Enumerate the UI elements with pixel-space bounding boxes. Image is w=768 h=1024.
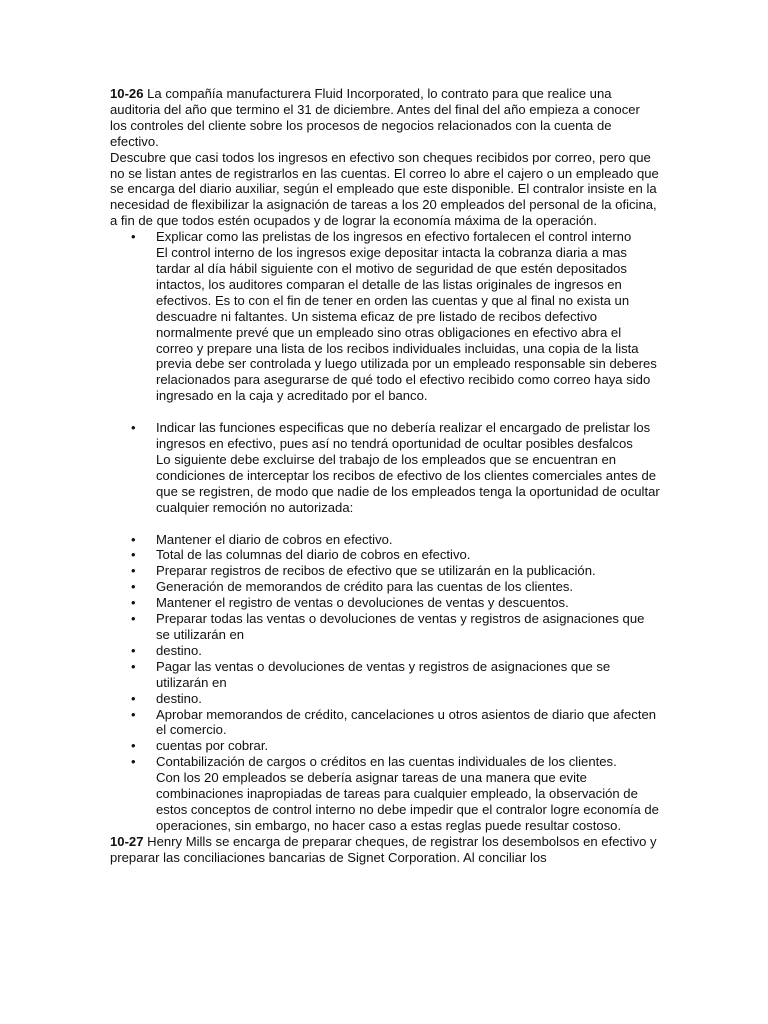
answer-1-text: El control interno de los ingresos exige depositar intacta la cobranza diaria a mas tardar al día hábil siguiente con el motivo de seguridad de que estén depositados intactos, los auditores comparan el detalle de las listas originales de ingresos en efectivos. Es to con el fin de tener en orden las cuentas y que al final no exista un descuadre ni faltantes. Un sistema eficaz de pre listado de recibos defectivo normalmente prevé que un empleado sino otras obligaciones en efectivo abra el correo y prepare una lista de los recibos individuales incluidas, una copia de la lista previa debe ser controlada y luego utilizada por un empleado responsable sin deberes relacionados para asegurarse de qué todo el efectivo recibido como correo haya sido ingresado en la caja y acreditado por el banco. <box>156 245 657 404</box>
list-item-text: • Contabilización de cargos o créditos en las cuentas individuales de los clientes. <box>156 754 617 770</box>
list-item-last <box>110 754 660 834</box>
q2-number: 10-27 <box>110 833 144 849</box>
closing-text: Con los 20 empleados se debería asignar tareas de una manera que evite combinaciones inapropiadas de tareas para cualquier empleado, la observación de estos conceptos de control interno no debe impedir que el contralor logre economía de operaciones, sin embargo, no hacer caso a estas reglas puede resultar costoso. <box>156 770 659 833</box>
question-bullet-2 <box>110 420 660 515</box>
question-1-text: • Explicar como las prelistas de los ingresos en efectivo fortalecen el control interno <box>156 229 632 245</box>
list-item: • Preparar todas las ventas o devoluciones de ventas y registros de asignaciones que se utilizarán en <box>110 611 660 643</box>
list-item: • Generación de memorandos de crédito para las cuentas de los clientes. <box>110 579 660 595</box>
q2-intro-text: Henry Mills se encarga de preparar cheques, de registrar los desembolsos en efectivo y preparar las conciliaciones bancarias de Signet Corporation. Al conciliar los <box>110 833 657 865</box>
excluded-functions-list <box>110 532 660 834</box>
spacer <box>110 516 660 532</box>
spacer <box>110 404 660 420</box>
q2-intro <box>110 834 660 866</box>
q1-intro <box>110 86 660 150</box>
answer-2-text: Lo siguiente debe excluirse del trabajo de los empleados que se encuentran en condiciones de interceptar los recibos de efectivo de los clientes comerciales antes de que se registren, de modo que nadie de los empleados tenga la oportunidad de ocultar cualquier remoción no autorizada: <box>156 451 660 515</box>
question-2-text: • Indicar las funciones especificas que no debería realizar el encargado de prelistar los ingresos en efectivo, pues así no tendrá oportunidad de ocultar posibles desfalcos <box>156 420 651 452</box>
list-item: • Pagar las ventas o devoluciones de ventas y registros de asignaciones que se utilizarán en <box>110 659 660 691</box>
q1-number: 10-26 <box>110 86 144 101</box>
list-item: • Preparar registros de recibos de efectivo que se utilizarán en la publicación. <box>110 563 660 579</box>
list-item: • Mantener el diario de cobros en efectivo. <box>110 532 660 548</box>
list-item: • cuentas por cobrar. <box>110 738 660 754</box>
list-item: • Aprobar memorandos de crédito, cancelaciones u otros asientos de diario que afecten el comercio. <box>110 707 660 739</box>
q1-context: Descubre que casi todos los ingresos en efectivo son cheques recibidos por correo, pero que no se listan antes de registrarlos en las cuentas. El correo lo abre el cajero o un empleado que se encarga del diario auxiliar, según el empleado que este disponible. El contralor insiste en la necesidad de flexibilizar la asignación de tareas a los 20 empleados del personal de la oficina, a fin de que todos estén ocupados y de lograr la economía máxima de la operación. <box>110 149 659 229</box>
q1-questions <box>110 229 660 404</box>
q1-intro-text: La compañía manufacturera Fluid Incorporated, lo contrato para que realice una auditoria del año que termino el 31 de diciembre. Antes del final del año empieza a conocer los controles del cliente sobre los procesos de negocios relacionados con la cuenta de efectivo. <box>110 86 640 149</box>
list-item: • Total de las columnas del diario de cobros en efectivo. <box>110 547 660 563</box>
list-item: • destino. <box>110 691 660 707</box>
question-bullet-1 <box>110 229 660 404</box>
q1-questions-2 <box>110 420 660 515</box>
document-page <box>110 86 660 866</box>
list-item: • destino. <box>110 643 660 659</box>
list-item: • Mantener el registro de ventas o devoluciones de ventas y descuentos. <box>110 595 660 611</box>
